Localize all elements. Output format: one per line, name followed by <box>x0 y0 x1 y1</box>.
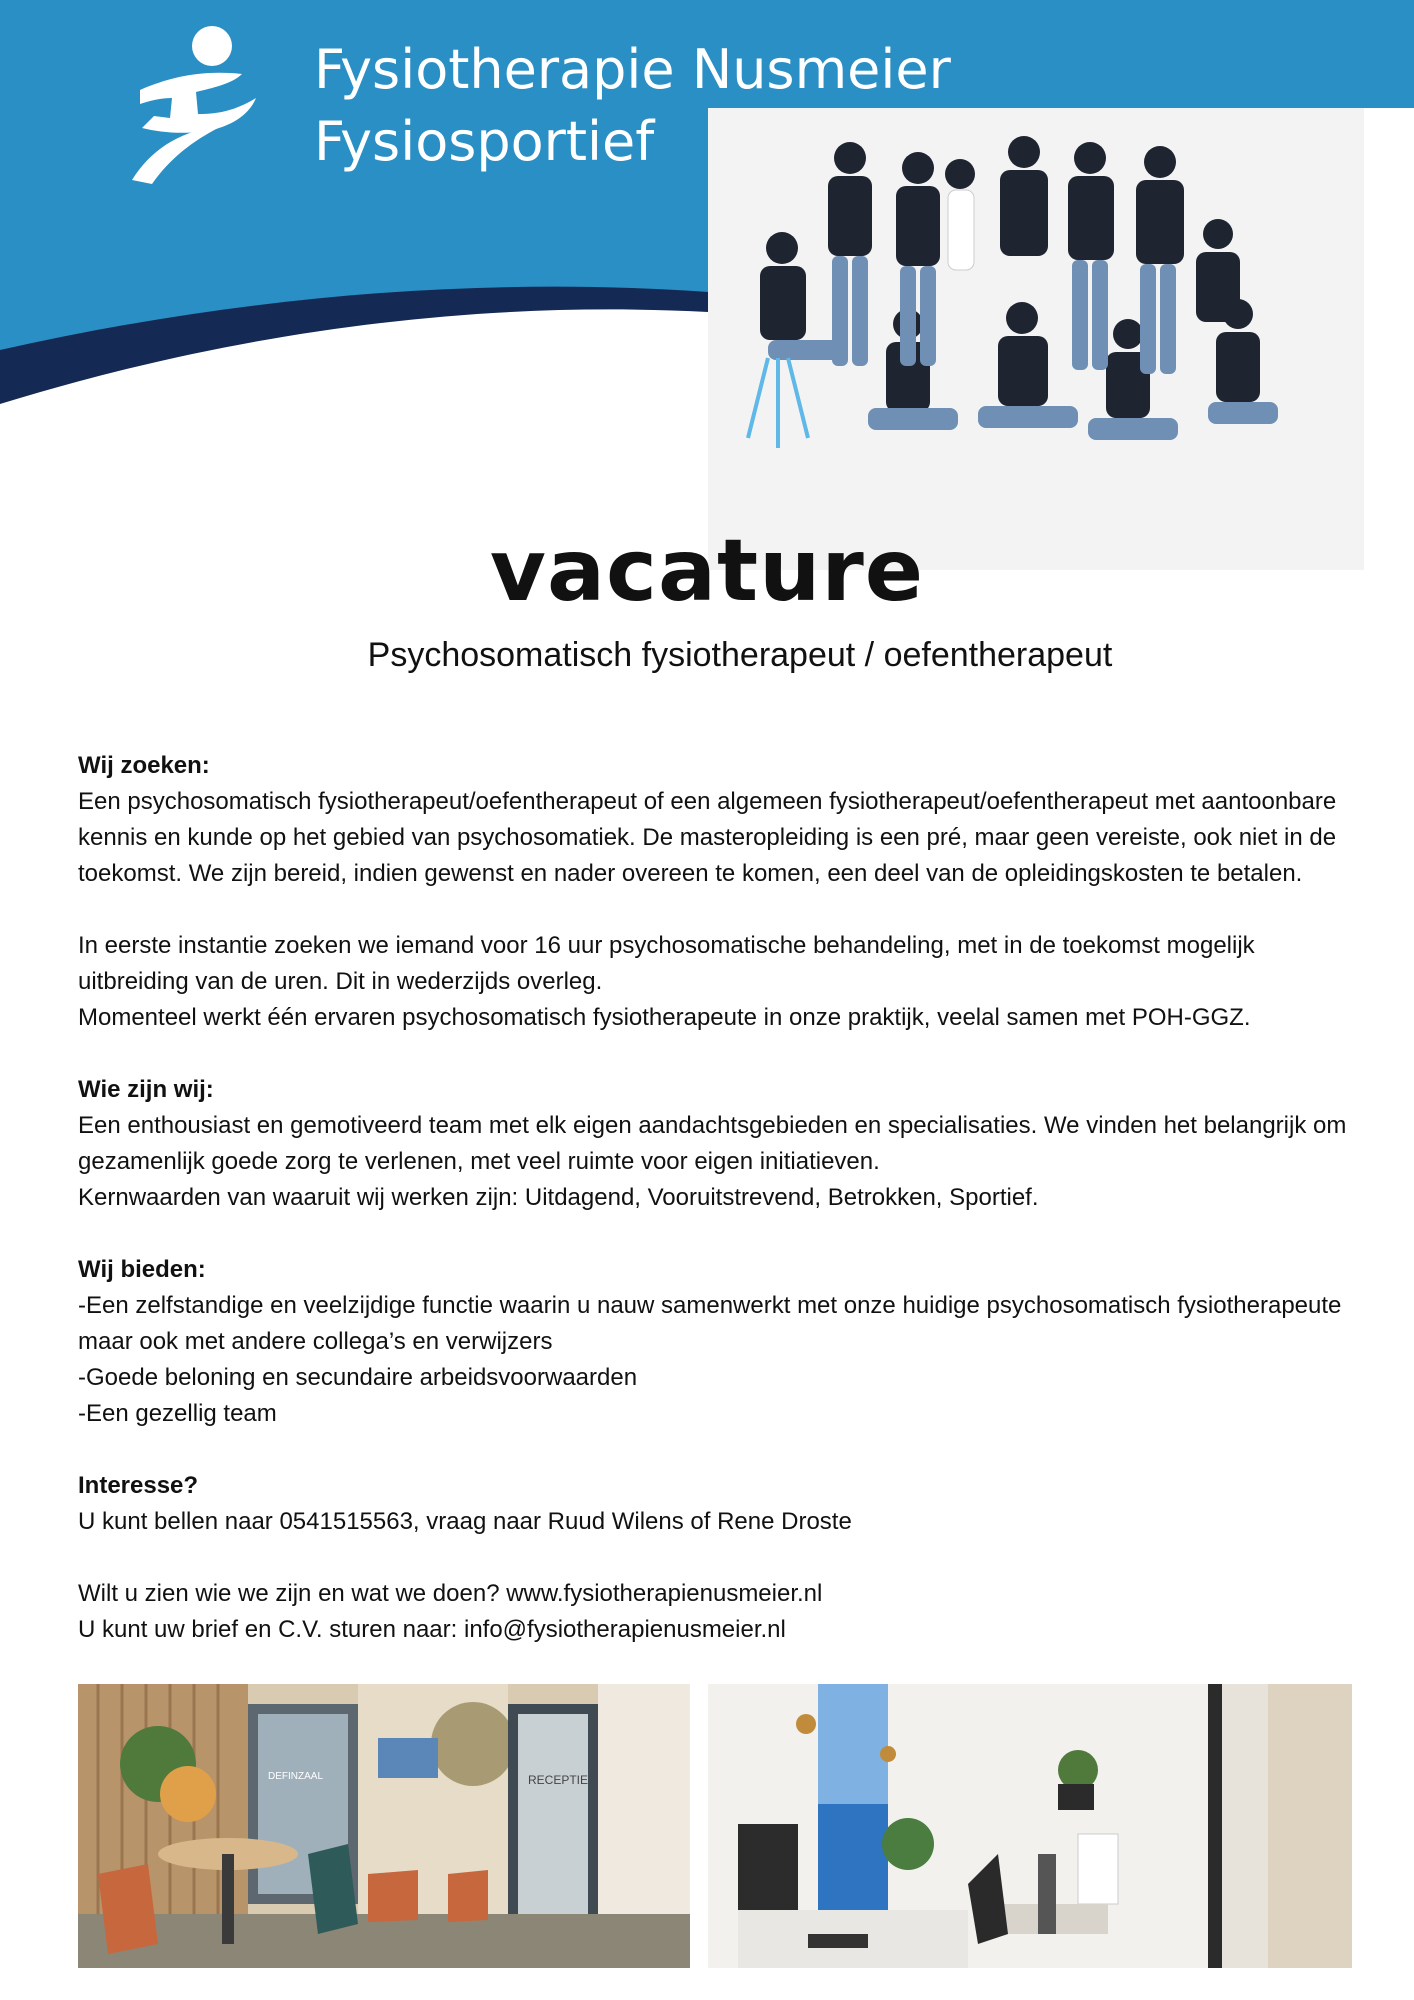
contact-phone-text: U kunt bellen naar 0541515563, vraag naar Ruud Wilens of Rene Droste <box>78 1508 852 1535</box>
treatment-room-photo <box>708 1684 1352 1968</box>
bieden-item: -Een zelfstandige en veelzijdige functie waarin u nauw samenwerkt met onze huidige psychosomatisch fysiotherapeute maar ook met andere collega’s en verwijzers <box>78 1292 1342 1355</box>
website-text: Wilt u zien wie we zijn en wat we doen? www.fysiotherapienusmeier.nl <box>78 1580 823 1607</box>
section-heading-interesse: Interesse? <box>78 1472 199 1499</box>
brand-name-line1: Fysiotherapie Nusmeier <box>314 38 951 101</box>
section-heading-wie: Wie zijn wij: <box>78 1076 214 1103</box>
sign-reception: RECEPTIE <box>528 1773 589 1787</box>
wie-paragraph-2: Kernwaarden van waaruit wij werken zijn: Uitdagend, Vooruitstrevend, Betrokken, Sportief. <box>78 1184 1039 1211</box>
wie-paragraph-1: Een enthousiast en gemotiveerd team met elk eigen aandachtsgebieden en specialisaties. We vinden het belangrijk om gezamenlijk goede zorg te verlenen, met veel ruimte voor eigen initiatieven. <box>78 1112 1347 1175</box>
bieden-item: -Goede beloning en secundaire arbeidsvoorwaarden <box>78 1364 638 1391</box>
job-subtitle: Psychosomatisch fysiotherapeut / oefentherapeut <box>367 636 1113 674</box>
email-text: U kunt uw brief en C.V. sturen naar: info@fysiotherapienusmeier.nl <box>78 1616 786 1643</box>
section-heading-bieden: Wij bieden: <box>78 1256 206 1283</box>
vacancy-body <box>78 748 1368 1648</box>
section-heading-zoeken: Wij zoeken: <box>78 752 210 779</box>
bieden-item: -Een gezellig team <box>78 1400 277 1427</box>
page-title: vacature <box>489 521 925 621</box>
waiting-room-photo <box>78 1684 690 1968</box>
zoeken-paragraph-1: Een psychosomatisch fysiotherapeut/oefentherapeut of een algemeen fysiotherapeut/oefentherapeut met aantoonbare kennis en kunde op het gebied van psychosomatiek. De masteropleiding is een pré, maar geen vereiste, ook niet in de toekomst. We zijn bereid, indien gewenst en nader overeen te komen, een deel van de opleidingskosten te betalen. <box>78 788 1337 887</box>
zoeken-paragraph-3: Momenteel werkt één ervaren psychosomatisch fysiotherapeute in onze praktijk, veelal samen met POH-GGZ. <box>78 1004 1251 1031</box>
team-photo <box>708 108 1364 570</box>
zoeken-paragraph-2: In eerste instantie zoeken we iemand voor 16 uur psychosomatische behandeling, met in de toekomst mogelijk uitbreiding van de uren. Dit in wederzijds overleg. <box>78 932 1255 995</box>
sign-oefenzaal: DEFINZAAL <box>268 1771 324 1782</box>
runner-logo-icon <box>112 18 262 188</box>
brand-name-line2: Fysiosportief <box>314 110 655 173</box>
